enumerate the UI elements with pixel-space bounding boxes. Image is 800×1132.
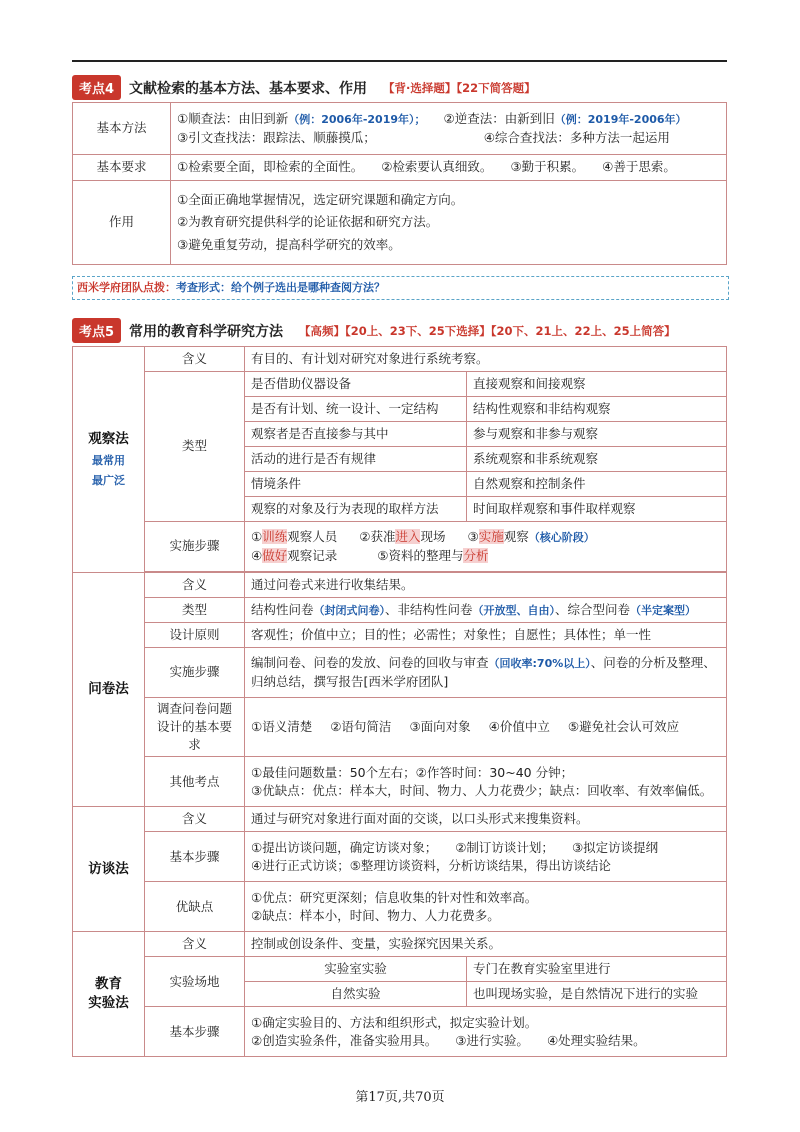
tip-label: 西米学府团队点拨： [77,281,176,294]
section4-tags: 【背·选择题】【22下简答题】 [383,80,536,95]
tip-box [72,276,729,300]
obs-type-criterion: 是否有计划、统一设计、一定结构 [245,397,467,422]
table-row [73,372,727,397]
step-highlight: 训练 [262,529,288,545]
questionnaire-method: 问卷法 [73,573,145,807]
interview-method: 访谈法 [73,807,145,932]
observation-sub-2: 最广泛 [92,474,125,488]
observation-def: 有目的、有计划对研究对象进行系统考察。 [245,347,727,372]
table-row [73,932,727,957]
tip-text: 考查形式：给个例子选出是哪种查阅方法？ [176,281,385,294]
methods-cell [171,103,727,155]
step-text: ④处理实验结果。 [546,1032,646,1048]
experiment-name-1: 教育 [95,975,122,992]
observation-steps [245,522,727,572]
role-3: ③避免重复劳动，提高科学研究的效率。 [177,236,401,252]
other-point: ①最佳问题数量：50个左右；②作答时间：30~40 分钟； [251,764,574,780]
role-cell [171,181,727,265]
step-text: ① [251,529,263,545]
step-text: 观察 [503,529,529,545]
other-points [245,757,727,807]
natural-label: 自然实验 [245,982,467,1007]
type-note: （半定案型） [630,603,697,617]
questionnaire-def: 通过问卷式来进行收集结果。 [245,573,727,598]
table-row [73,1007,727,1057]
experiment-def: 控制或创设条件、变量，实验探究因果关系。 [245,932,727,957]
obs-type-result: 直接观察和间接观察 [467,372,727,397]
method-4: ④综合查找法：多种方法一起运用 [483,129,670,145]
role-1: ①全面正确地掌握情况，选定研究课题和确定方向。 [177,192,464,208]
interview-steps-label: 基本步骤 [145,832,245,882]
step-highlight: 进入 [395,529,421,545]
step-text: ④ [251,547,263,563]
requirements-label: 基本要求 [73,155,171,181]
table-row [73,181,727,265]
table-row [73,522,727,572]
obs-type-result: 参与观察和非参与观察 [467,422,727,447]
requirement-1: ①检索要全面，即检索的全面性。 [177,159,364,175]
steps-text: 编制问卷、问卷的发放、问卷的回收与审查 [251,655,489,671]
observation-sub-1: 最常用 [92,454,125,468]
step-text: ⑤资料的整理与 [377,547,464,563]
obs-type-result: 系统观察和非系统观察 [467,447,727,472]
req-item: ③面向对象 [409,719,471,735]
interview-steps [245,832,727,882]
step-note: （核心阶段） [528,531,595,545]
principle-text: 客观性；价值中立；目的性；必需性；对象性；自愿性；具体性；单一性 [245,623,727,648]
step-text: ①提出访谈问题，确定访谈对象； [251,839,438,855]
table-row [73,347,727,372]
pc-text: ①优点：研究更深刻；信息收集的针对性和效率高。 [251,889,538,905]
obs-type-criterion: 观察的对象及行为表现的取样方法 [245,497,467,522]
section4-table [72,102,727,265]
method-1: ①顺查法：由旧到新 [177,111,289,127]
requirement-3: ③勤于积累。 [510,159,585,175]
table-row [73,957,727,982]
step-text: ②制订访谈计划； [455,839,554,855]
method-1-example: （例：2006年-2019年）； [288,113,426,127]
step-text: ③拟定访谈提纲 [571,839,659,855]
obs-type-criterion: 情境条件 [245,472,467,497]
type-text: 、非结构性问卷 [385,601,473,617]
table-row [73,598,727,623]
site-label: 实验场地 [145,957,245,1007]
natural-text: 也叫现场实验，是自然情况下进行的实验 [467,982,727,1007]
lab-label: 实验室实验 [245,957,467,982]
req-item: ⑤避免社会认可效应 [567,719,680,735]
type-text: 、综合型问卷 [555,601,631,617]
obs-type-result: 自然观察和控制条件 [467,472,727,497]
section5-table [72,346,727,1057]
methods-label: 基本方法 [73,103,171,155]
observation-def-label: 含义 [145,347,245,372]
step-text: ③ [467,529,479,545]
obs-type-criterion: 是否借助仪器设备 [245,372,467,397]
table-row [73,623,727,648]
question-req [245,698,727,757]
section5-header [72,318,676,343]
step-highlight: 分析 [463,547,489,563]
top-rule [72,60,727,62]
questionnaire-steps-label: 实施步骤 [145,648,245,698]
other-point: ③优缺点：优点：样本大，时间、物力、人力花费少；缺点：回收率、有效率偏低。 [251,782,713,798]
section4-header [72,75,536,100]
step-text: ③进行实验。 [455,1032,529,1048]
observation-steps-label: 实施步骤 [145,522,245,572]
experiment-def-label: 含义 [145,932,245,957]
pc-text: ②缺点：样本小，时间、物力、人力花费多。 [251,907,500,923]
step-text: ④进行正式访谈；⑤整理访谈资料，分析访谈结果，得出访谈结论 [251,857,611,873]
question-req-label: 调查问卷问题设计的基本要求 [145,698,245,757]
type-note: （开放型、自由） [472,603,556,617]
step-text: ②获准 [359,529,396,545]
table-row [73,757,727,807]
section5-title: 常用的教育科学研究方法 [129,323,284,340]
req-item: ①语义清楚 [251,719,313,735]
table-row [73,573,727,598]
interview-def: 通过与研究对象进行面对面的交谈，以口头形式来搜集资料。 [245,807,727,832]
section5-badge: 考点5 [72,318,121,343]
lab-text: 专门在教育实验室里进行 [467,957,727,982]
req-item: ②语句简洁 [330,719,392,735]
table-row [73,155,727,181]
steps-text: 、问卷的分析及整理、归纳总结，撰写报告[西米学府团队] [251,655,716,689]
principle-label: 设计原则 [145,623,245,648]
step-text: ①确定实验目的、方法和组织形式，拟定实验计划。 [251,1014,538,1030]
steps-note: （回收率:70%以上） [488,657,591,671]
observation-method [73,347,145,573]
observation-name: 观察法 [88,430,129,447]
table-row [73,698,727,757]
requirements-cell [171,155,727,181]
questionnaire-type-label: 类型 [145,598,245,623]
interview-pc [245,882,727,932]
method-2-example: （例：2019年-2006年） [554,113,687,127]
type-text: 结构性问卷 [251,601,314,617]
table-row [73,807,727,832]
experiment-method [73,932,145,1057]
table-row [73,648,727,698]
table-row [73,103,727,155]
other-label: 其他考点 [145,757,245,807]
type-note: （封闭式问卷） [313,603,386,617]
role-label: 作用 [73,181,171,265]
step-highlight: 做好 [262,547,288,563]
step-text: 观察人员 [287,529,338,545]
role-2: ②为教育研究提供科学的论证依据和研究方法。 [177,214,439,230]
section4-title: 文献检索的基本方法、基本要求、作用 [129,80,368,97]
obs-type-criterion: 活动的进行是否有规律 [245,447,467,472]
page-footer: 第17页,共70页 [355,1090,445,1105]
interview-def-label: 含义 [145,807,245,832]
obs-type-result: 时间取样观察和事件取样观察 [467,497,727,522]
step-text: ②创造实验条件，准备实验用具。 [251,1032,438,1048]
step-highlight: 实施 [478,529,504,545]
questionnaire-types [245,598,727,623]
experiment-steps [245,1007,727,1057]
requirement-4: ④善于思索。 [602,159,676,175]
observation-type-label: 类型 [145,372,245,522]
section4-badge: 考点4 [72,75,121,100]
experiment-steps-label: 基本步骤 [145,1007,245,1057]
table-row [73,832,727,882]
section5-tags: 【高频】【20上、23下、25下选择】【20下、21上、22上、25上简答】 [299,323,676,338]
interview-pc-label: 优缺点 [145,882,245,932]
table-row [73,882,727,932]
obs-type-criterion: 观察者是否直接参与其中 [245,422,467,447]
questionnaire-steps [245,648,727,698]
experiment-name-2: 实验法 [88,995,129,1012]
obs-type-result: 结构性观察和非结构观察 [467,397,727,422]
requirement-2: ②检索要认真细致。 [381,159,493,175]
step-text: 现场 [420,529,446,545]
questionnaire-def-label: 含义 [145,573,245,598]
step-text: 观察记录 [287,547,338,563]
req-item: ④价值中立 [488,719,550,735]
method-3: ③引文查找法：跟踪法、顺藤摸瓜； [177,129,376,145]
method-2: ②逆查法：由新到旧 [443,111,555,127]
